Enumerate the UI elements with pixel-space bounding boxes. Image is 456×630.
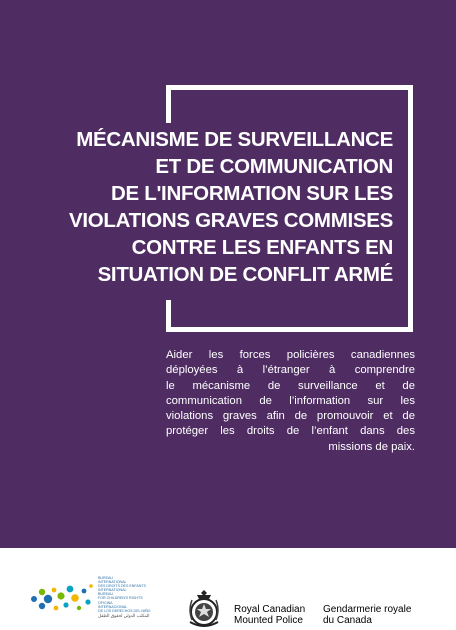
subtitle-line: communication de l’information sur les: [166, 394, 415, 407]
subtitle-line: violations graves afin de promouvoir et de: [166, 410, 415, 423]
bice-logo: [30, 576, 175, 626]
document-subtitle: [166, 348, 415, 455]
frame-left-top-bar: [166, 85, 171, 123]
subtitle-line: Aider les forces policières canadiennes: [166, 349, 415, 361]
rcmp-en-line: Mounted Police: [234, 615, 303, 626]
bice-dots-icon: [30, 581, 94, 615]
document-title: [40, 126, 393, 288]
rcmp-crest-icon: [186, 588, 222, 628]
bice-text-line: BUREAU: [98, 592, 113, 597]
rcmp-en-line: Royal Canadian: [234, 604, 306, 615]
frame-right-bar: [408, 85, 413, 332]
frame-left-bottom-bar: [166, 300, 171, 332]
subtitle-line: missions de paix.: [328, 440, 415, 453]
bice-text-line: INTERNATIONAL: [98, 588, 127, 593]
title-line: VIOLATIONS GRAVES COMMISES: [68, 209, 393, 232]
subtitle-line: déployées à l’étranger à comprendre: [166, 364, 415, 377]
title-line: CONTRE LES ENFANTS EN: [131, 236, 393, 259]
rcmp-fr-line: du Canada: [323, 615, 372, 626]
bice-arabic-line: المكتب الدولي لحقوق الطفل: [98, 612, 150, 618]
footer-logos: [0, 548, 456, 630]
rcmp-fr-line: Gendarmerie royale: [323, 604, 412, 615]
title-line: DE L'INFORMATION SUR LES: [110, 182, 393, 205]
bice-text-line: INTERNATIONAL: [98, 580, 127, 585]
rcmp-name-french: [323, 604, 443, 626]
subtitle-line: protéger les droits de l’enfant dans des: [166, 425, 415, 438]
title-line: ET DE COMMUNICATION: [155, 155, 393, 178]
bice-text-line: DE LOS DERECHOS DEL NIÑO: [98, 608, 151, 613]
bice-text-line: OFICINA: [98, 600, 113, 605]
title-line: SITUATION DE CONFLIT ARMÉ: [97, 263, 393, 286]
bice-text-line: INTERNACIONAL: [98, 604, 128, 609]
subtitle-line: le mécanisme de surveillance et de: [166, 379, 415, 392]
bice-text: [98, 576, 178, 618]
rcmp-name-english: [234, 604, 320, 626]
frame-bottom-bar: [166, 327, 413, 332]
bice-text-line: DES DROITS DES ENFANTS: [98, 584, 146, 589]
bice-text-line: BUREAU: [98, 576, 113, 580]
title-line: MÉCANISME DE SURVEILLANCE: [76, 128, 393, 151]
bice-text-line: FOR CHILDREN'S RIGHTS: [98, 596, 143, 601]
frame-top-bar: [166, 85, 413, 90]
